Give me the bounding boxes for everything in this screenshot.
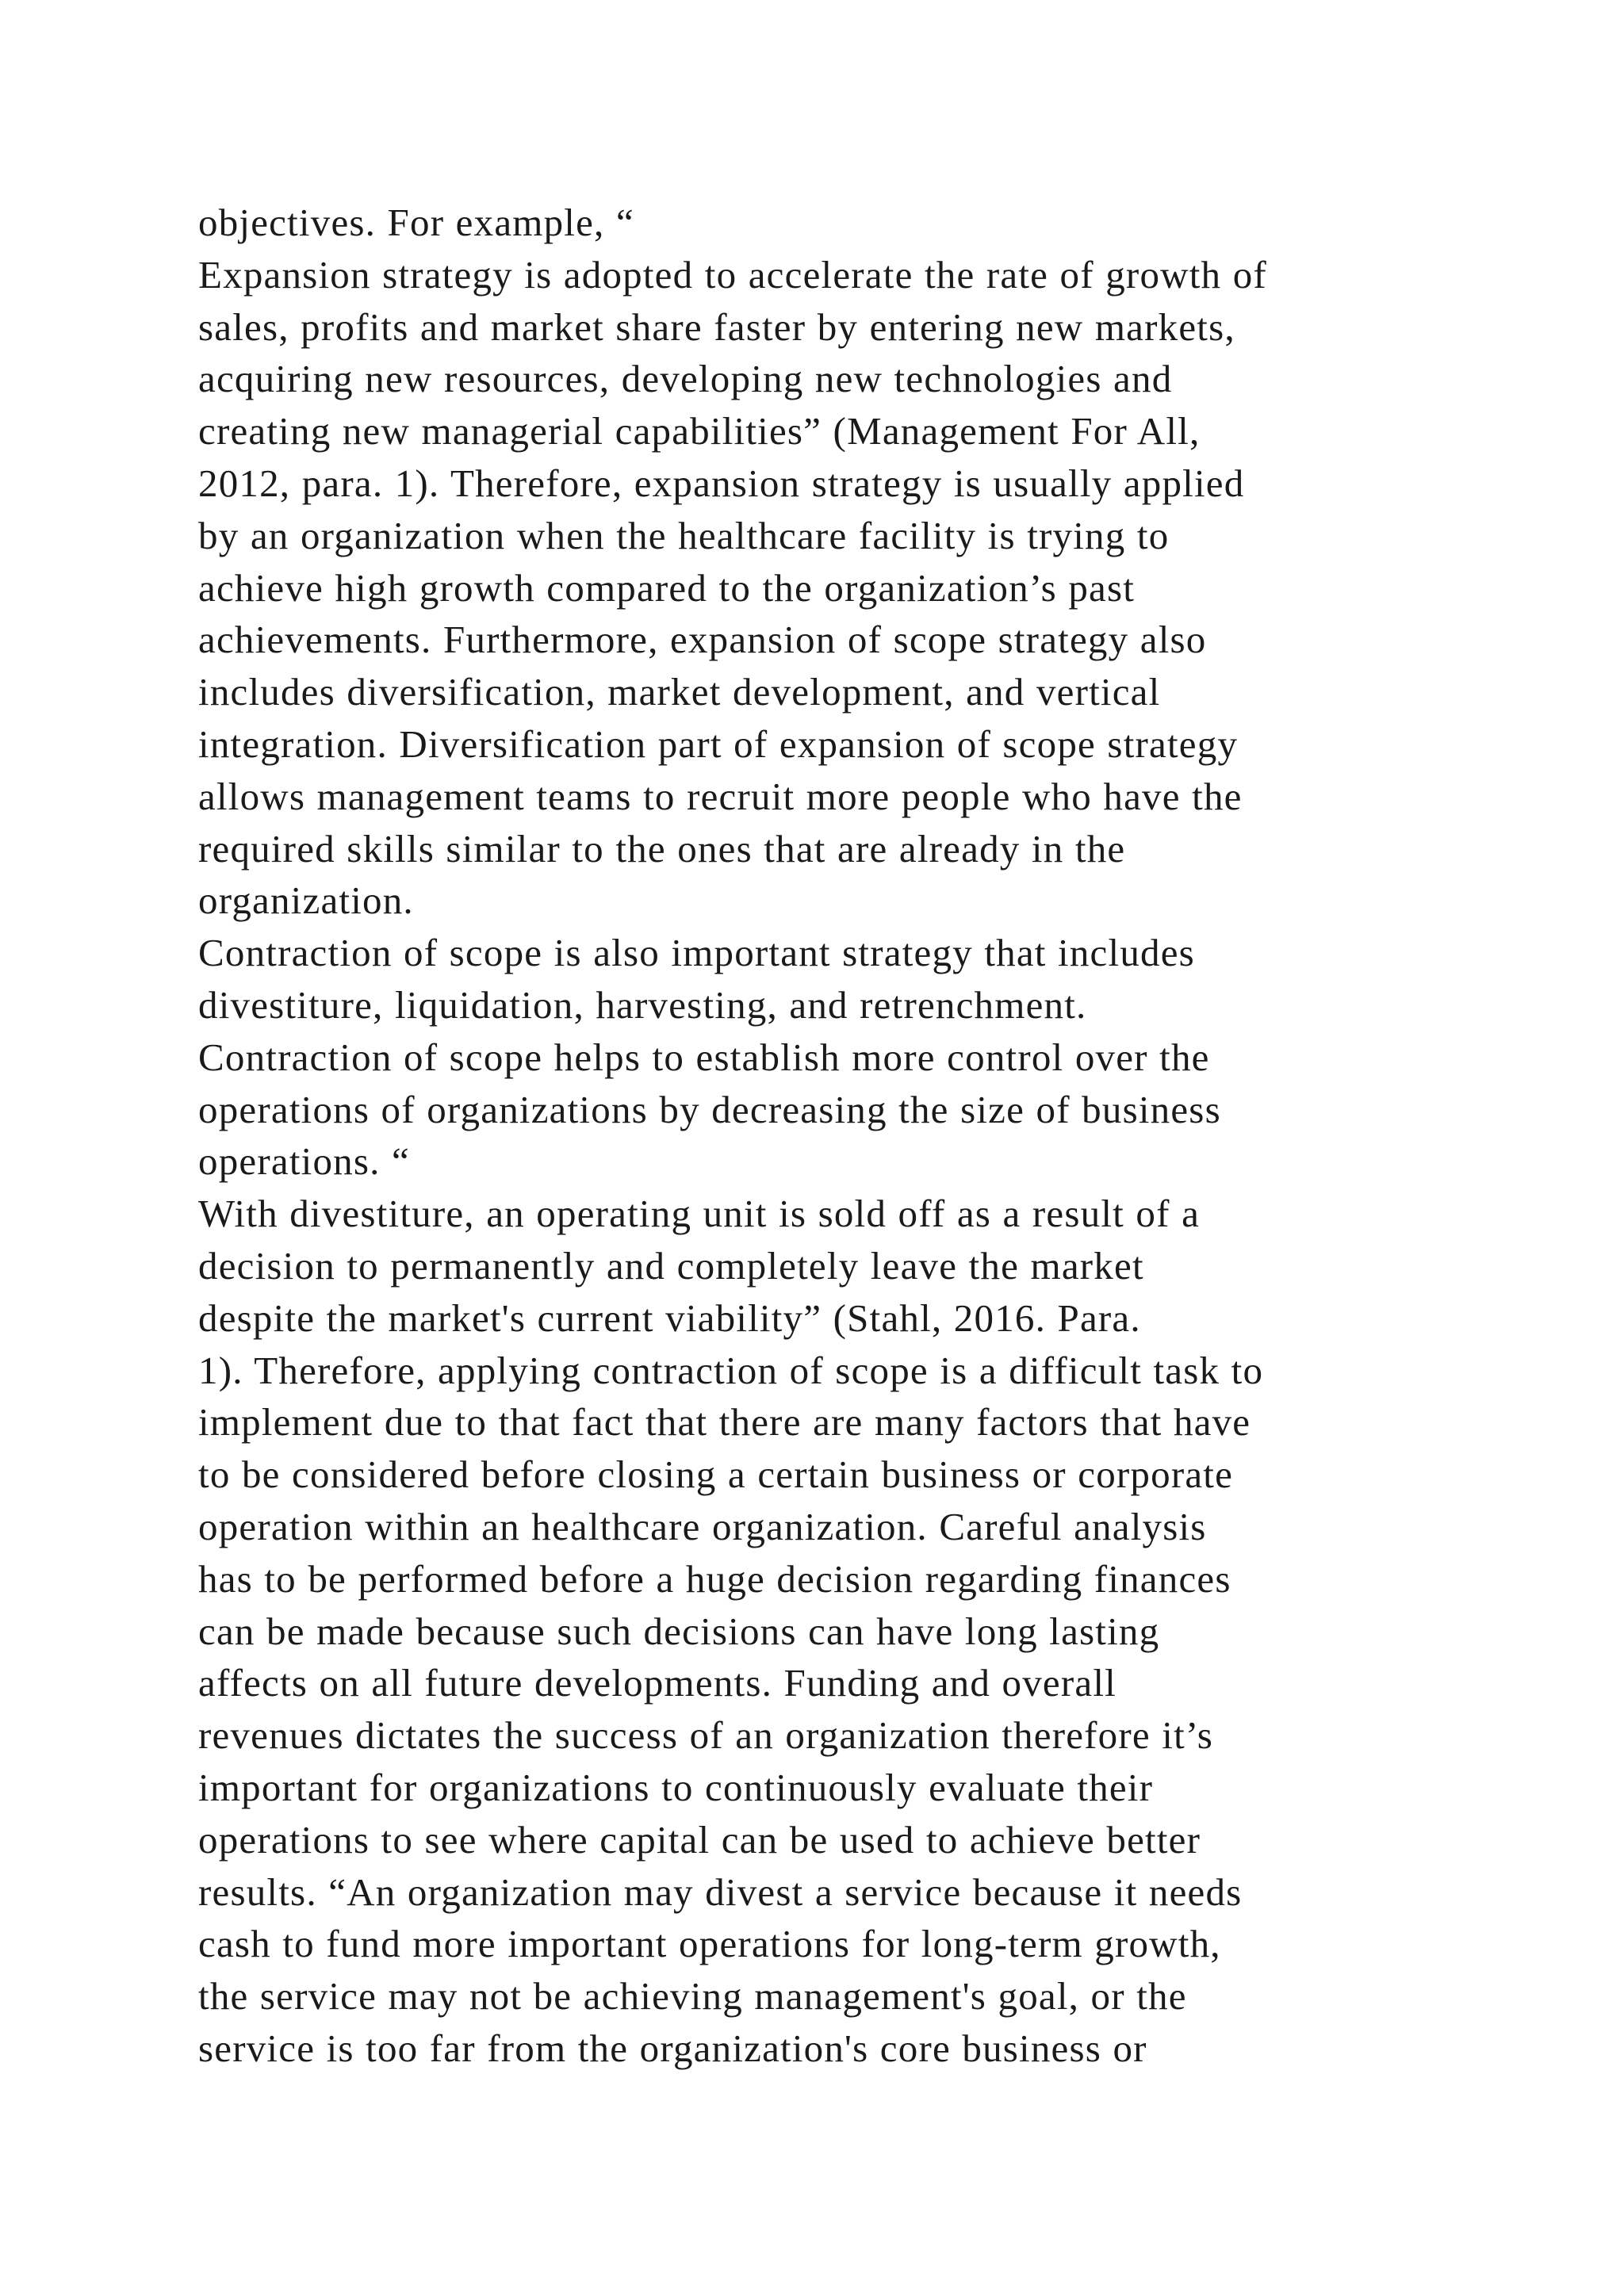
text-line: has to be performed before a huge decision regarding finances xyxy=(198,1556,1231,1601)
text-line: the service may not be achieving management's goal, or the xyxy=(198,1974,1187,2019)
text-line: operation within an healthcare organization. Careful analysis xyxy=(198,1504,1207,1548)
text-line: affects on all future developments. Funding and overall xyxy=(198,1661,1116,1705)
text-line: acquiring new resources, developing new technologies and xyxy=(198,357,1173,401)
text-line: operations of organizations by decreasing the size of business xyxy=(198,1087,1221,1131)
text-line: cash to fund more important operations for long-term growth, xyxy=(198,1922,1221,1966)
text-line: important for organizations to continuously evaluate their xyxy=(198,1765,1154,1809)
text-line: achieve high growth compared to the organization’s past xyxy=(198,565,1136,610)
text-line: required skills similar to the ones that are already in the xyxy=(198,826,1126,871)
text-line: 1). Therefore, applying contraction of scope is a difficult task to xyxy=(198,1348,1264,1392)
text-line: achievements. Furthermore, expansion of scope strategy also xyxy=(198,618,1207,662)
text-line: to be considered before closing a certain business or corporate xyxy=(198,1452,1234,1497)
text-line: can be made because such decisions can have long lasting xyxy=(198,1609,1160,1653)
text-line: results. “An organization may divest a service because it needs xyxy=(198,1869,1243,1914)
text-line: objectives. For example, “ xyxy=(198,201,634,244)
text-line: creating new managerial capabilities” (Management For All, xyxy=(198,409,1201,453)
text-line: service is too far from the organization's core business or xyxy=(198,2026,1147,2070)
text-line: Contraction of scope is also important strategy that includes xyxy=(198,931,1195,975)
body-text xyxy=(198,197,1562,2075)
text-line: revenues dictates the success of an organization therefore it’s xyxy=(198,1713,1214,1758)
text-line: With divestiture, an operating unit is sold off as a result of a xyxy=(198,1192,1201,1236)
text-line: by an organization when the healthcare facility is trying to xyxy=(198,513,1170,557)
text-line: organization. xyxy=(198,878,414,923)
text-line: operations to see where capital can be used to achieve better xyxy=(198,1817,1201,1862)
text-line: divestiture, liquidation, harvesting, and retrenchment. xyxy=(198,982,1087,1027)
text-line: sales, profits and market share faster by entering new markets, xyxy=(198,304,1235,349)
text-line: 2012, para. 1). Therefore, expansion strategy is usually applied xyxy=(198,461,1245,505)
text-line: implement due to that fact that there are many factors that have xyxy=(198,1400,1251,1445)
text-line: decision to permanently and completely leave the market xyxy=(198,1243,1144,1288)
text-line: includes diversification, market development, and vertical xyxy=(198,670,1161,714)
text-line: despite the market's current viability” (Stahl, 2016. Para. xyxy=(198,1295,1141,1340)
text-line: integration. Diversification part of expansion of scope strategy xyxy=(198,721,1239,766)
text-line: Expansion strategy is adopted to accelerate the rate of growth of xyxy=(198,252,1267,297)
text-line: operations. “ xyxy=(198,1139,410,1184)
text-line: Contraction of scope helps to establish more control over the xyxy=(198,1035,1210,1079)
text-line: allows management teams to recruit more people who have the xyxy=(198,774,1243,818)
